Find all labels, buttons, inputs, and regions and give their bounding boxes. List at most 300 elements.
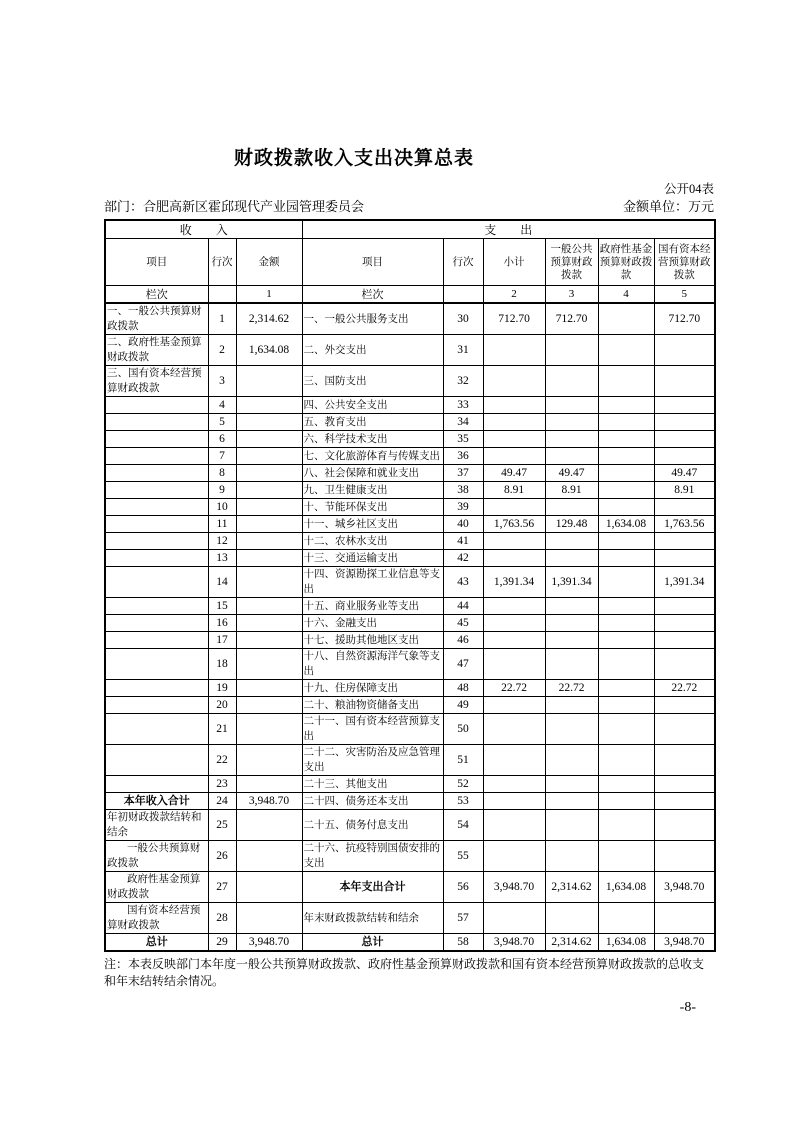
column-number-row: [105, 286, 715, 304]
income-amount-cell: [236, 615, 302, 632]
expense-subtotal-cell: [483, 697, 545, 714]
income-line-cell: 2: [208, 335, 236, 366]
expense-gov-fund-cell: [598, 632, 654, 649]
table-row: [105, 793, 715, 810]
expense-item-cell: 二十五、债务付息支出: [302, 810, 443, 841]
col-header-income-amount: 金额: [236, 239, 302, 286]
income-item-cell: [105, 397, 208, 414]
expense-line-cell: 34: [443, 414, 483, 431]
expense-state-capital-cell: [654, 550, 715, 567]
expense-subtotal-cell: [483, 649, 545, 680]
expense-state-capital-cell: [654, 632, 715, 649]
expense-gov-fund-cell: [598, 567, 654, 598]
income-line-cell: 16: [208, 615, 236, 632]
expense-gov-fund-cell: 1,634.08: [598, 934, 654, 952]
income-line-cell: 24: [208, 793, 236, 810]
expense-state-capital-cell: [654, 745, 715, 776]
expense-item-cell: 八、社会保障和就业支出: [302, 465, 443, 482]
expense-state-capital-cell: 49.47: [654, 465, 715, 482]
expense-state-capital-cell: [654, 714, 715, 745]
income-amount-cell: [236, 598, 302, 615]
expense-general-budget-cell: [545, 632, 598, 649]
expense-line-cell: 57: [443, 903, 483, 934]
expense-subtotal-cell: [483, 793, 545, 810]
expense-general-budget-cell: [545, 533, 598, 550]
expense-subtotal-cell: [483, 598, 545, 615]
income-line-cell: 5: [208, 414, 236, 431]
expense-item-cell: 七、文化旅游体育与传媒支出: [302, 448, 443, 465]
income-amount-cell: [236, 649, 302, 680]
expense-gov-fund-cell: [598, 482, 654, 499]
income-line-cell: 9: [208, 482, 236, 499]
expense-gov-fund-cell: [598, 366, 654, 397]
expense-gov-fund-cell: [598, 714, 654, 745]
expense-item-cell: 二十三、其他支出: [302, 776, 443, 793]
expense-general-budget-cell: 1,391.34: [545, 567, 598, 598]
income-amount-cell: [236, 810, 302, 841]
expense-line-cell: 36: [443, 448, 483, 465]
expense-general-budget-cell: 129.48: [545, 516, 598, 533]
meta-row: [104, 199, 714, 215]
expense-subtotal-cell: [483, 776, 545, 793]
income-item-cell: [105, 632, 208, 649]
expense-line-cell: 38: [443, 482, 483, 499]
expense-item-cell: 十四、资源勘探工业信息等支出: [302, 567, 443, 598]
expense-line-cell: 32: [443, 366, 483, 397]
expense-line-cell: 43: [443, 567, 483, 598]
income-line-cell: 20: [208, 697, 236, 714]
expense-gov-fund-cell: [598, 335, 654, 366]
expense-line-cell: 58: [443, 934, 483, 952]
income-amount-cell: [236, 745, 302, 776]
expense-state-capital-cell: [654, 414, 715, 431]
expense-gov-fund-cell: [598, 414, 654, 431]
expense-item-cell: 十九、住房保障支出: [302, 680, 443, 697]
expense-item-cell: 二十一、国有资本经营预算支出: [302, 714, 443, 745]
expense-subtotal-cell: 22.72: [483, 680, 545, 697]
income-line-cell: 3: [208, 366, 236, 397]
income-line-cell: 21: [208, 714, 236, 745]
table-row: [105, 516, 715, 533]
income-line-cell: 29: [208, 934, 236, 952]
income-amount-cell: [236, 841, 302, 872]
expense-subtotal-cell: [483, 397, 545, 414]
income-item-cell: [105, 465, 208, 482]
expense-item-cell: 年末财政拨款结转和结余: [302, 903, 443, 934]
unit-label: 金额单位：万元: [622, 199, 714, 214]
income-item-cell: [105, 714, 208, 745]
expense-state-capital-cell: [654, 499, 715, 516]
table-row: [105, 649, 715, 680]
income-line-cell: 27: [208, 872, 236, 903]
expense-subtotal-cell: [483, 414, 545, 431]
income-amount-cell: 3,948.70: [236, 934, 302, 952]
table-row: [105, 598, 715, 615]
expense-state-capital-cell: [654, 793, 715, 810]
expense-line-cell: 37: [443, 465, 483, 482]
expense-gov-fund-cell: [598, 533, 654, 550]
lanci-col-1: 1: [236, 286, 302, 304]
expense-state-capital-cell: 8.91: [654, 482, 715, 499]
income-item-cell: [105, 598, 208, 615]
income-item-cell: 三、国有资本经营预算财政拨款: [105, 366, 208, 397]
expense-state-capital-cell: [654, 431, 715, 448]
expense-state-capital-cell: 3,948.70: [654, 934, 715, 952]
col-header-expense-item: 项目: [302, 239, 443, 286]
table-row: [105, 303, 715, 335]
expense-line-cell: 56: [443, 872, 483, 903]
lanci-col-2: 2: [483, 286, 545, 304]
table-row: [105, 448, 715, 465]
expense-line-cell: 50: [443, 714, 483, 745]
table-row: [105, 714, 715, 745]
expense-line-cell: 30: [443, 303, 483, 335]
expense-general-budget-cell: 8.91: [545, 482, 598, 499]
table-row: [105, 697, 715, 714]
income-section-header: 收 入: [105, 220, 302, 239]
expense-state-capital-cell: [654, 615, 715, 632]
fiscal-appropriation-table: [104, 219, 716, 952]
expense-gov-fund-cell: [598, 598, 654, 615]
page-title: 财政拨款收入支出决算总表: [233, 148, 474, 169]
expense-gov-fund-cell: 1,634.08: [598, 516, 654, 533]
expense-line-cell: 53: [443, 793, 483, 810]
expense-state-capital-cell: 3,948.70: [654, 872, 715, 903]
income-item-cell: [105, 745, 208, 776]
expense-subtotal-cell: [483, 714, 545, 745]
expense-state-capital-cell: [654, 810, 715, 841]
expense-item-cell: 十五、商业服务业等支出: [302, 598, 443, 615]
income-line-cell: 26: [208, 841, 236, 872]
income-line-cell: 1: [208, 303, 236, 335]
expense-general-budget-cell: 2,314.62: [545, 934, 598, 952]
income-item-cell: [105, 499, 208, 516]
expense-gov-fund-cell: [598, 776, 654, 793]
table-row: [105, 550, 715, 567]
col-header-subtotal: 小计: [483, 239, 545, 286]
expense-item-cell: 二十四、债务还本支出: [302, 793, 443, 810]
expense-gov-fund-cell: [598, 431, 654, 448]
expense-section-header: 支 出: [302, 220, 715, 239]
expense-general-budget-cell: [545, 697, 598, 714]
table-row: [105, 499, 715, 516]
expense-state-capital-cell: 1,763.56: [654, 516, 715, 533]
expense-subtotal-cell: [483, 533, 545, 550]
expense-line-cell: 47: [443, 649, 483, 680]
income-amount-cell: [236, 533, 302, 550]
expense-gov-fund-cell: [598, 745, 654, 776]
income-item-cell: [105, 776, 208, 793]
income-line-cell: 12: [208, 533, 236, 550]
footnote: 注：本表反映部门本年度一般公共预算财政拨款、政府性基金预算财政拨款和国有资本经营预算财政拨款的总收支和年末结转结余情况。: [104, 957, 705, 988]
expense-item-cell: 九、卫生健康支出: [302, 482, 443, 499]
expense-item-cell: 二十、粮油物资储备支出: [302, 697, 443, 714]
table-row: [105, 482, 715, 499]
expense-general-budget-cell: 712.70: [545, 303, 598, 335]
income-amount-cell: [236, 465, 302, 482]
expense-gov-fund-cell: [598, 550, 654, 567]
income-line-cell: 18: [208, 649, 236, 680]
income-line-cell: 11: [208, 516, 236, 533]
table-row: [105, 431, 715, 448]
income-amount-cell: [236, 482, 302, 499]
income-amount-cell: [236, 397, 302, 414]
expense-item-cell: 二、外交支出: [302, 335, 443, 366]
expense-line-cell: 33: [443, 397, 483, 414]
page-number: -8-: [679, 1000, 696, 1015]
expense-subtotal-cell: [483, 632, 545, 649]
income-item-cell: [105, 431, 208, 448]
income-amount-cell: 1,634.08: [236, 335, 302, 366]
income-line-cell: 23: [208, 776, 236, 793]
expense-state-capital-cell: 1,391.34: [654, 567, 715, 598]
income-line-cell: 6: [208, 431, 236, 448]
income-amount-cell: [236, 366, 302, 397]
table-row: [105, 872, 715, 903]
expense-item-cell: 四、公共安全支出: [302, 397, 443, 414]
expense-gov-fund-cell: [598, 697, 654, 714]
expense-line-cell: 46: [443, 632, 483, 649]
expense-general-budget-cell: [545, 397, 598, 414]
expense-line-cell: 31: [443, 335, 483, 366]
expense-general-budget-cell: [545, 431, 598, 448]
expense-gov-fund-cell: [598, 903, 654, 934]
expense-line-cell: 54: [443, 810, 483, 841]
expense-line-cell: 42: [443, 550, 483, 567]
expense-item-cell: 十三、交通运输支出: [302, 550, 443, 567]
expense-general-budget-cell: [545, 745, 598, 776]
income-item-cell: [105, 482, 208, 499]
section-header-row: [105, 220, 715, 239]
income-line-cell: 17: [208, 632, 236, 649]
expense-line-cell: 48: [443, 680, 483, 697]
page-content: [104, 147, 714, 1016]
expense-gov-fund-cell: [598, 303, 654, 335]
expense-item-cell: 六、科学技术支出: [302, 431, 443, 448]
expense-line-cell: 40: [443, 516, 483, 533]
income-item-cell: [105, 448, 208, 465]
expense-item-cell: 二十二、灾害防治及应急管理支出: [302, 745, 443, 776]
income-amount-cell: [236, 448, 302, 465]
table-row: [105, 632, 715, 649]
expense-gov-fund-cell: [598, 465, 654, 482]
income-amount-cell: [236, 776, 302, 793]
expense-line-cell: 35: [443, 431, 483, 448]
table-row: [105, 776, 715, 793]
expense-general-budget-cell: [545, 810, 598, 841]
income-amount-cell: [236, 567, 302, 598]
expense-line-cell: 55: [443, 841, 483, 872]
table-row: [105, 680, 715, 697]
lanci-col-4: 4: [598, 286, 654, 304]
expense-item-cell: 十一、城乡社区支出: [302, 516, 443, 533]
expense-general-budget-cell: [545, 335, 598, 366]
expense-item-cell: 三、国防支出: [302, 366, 443, 397]
expense-subtotal-cell: [483, 903, 545, 934]
expense-subtotal-cell: [483, 745, 545, 776]
expense-gov-fund-cell: [598, 680, 654, 697]
expense-gov-fund-cell: 1,634.08: [598, 872, 654, 903]
expense-general-budget-cell: [545, 649, 598, 680]
income-line-cell: 13: [208, 550, 236, 567]
expense-subtotal-cell: [483, 810, 545, 841]
income-amount-cell: [236, 414, 302, 431]
income-item-cell: 政府性基金预算财政拨款: [105, 872, 208, 903]
expense-line-cell: 51: [443, 745, 483, 776]
income-amount-cell: [236, 697, 302, 714]
income-item-cell: 国有资本经营预算财政拨款: [105, 903, 208, 934]
table-row: [105, 810, 715, 841]
expense-subtotal-cell: [483, 448, 545, 465]
income-amount-cell: 2,314.62: [236, 303, 302, 335]
expense-item-cell: 十、节能环保支出: [302, 499, 443, 516]
expense-general-budget-cell: 49.47: [545, 465, 598, 482]
income-amount-cell: [236, 516, 302, 533]
expense-general-budget-cell: [545, 776, 598, 793]
expense-gov-fund-cell: [598, 615, 654, 632]
expense-state-capital-cell: 22.72: [654, 680, 715, 697]
table-row: [105, 615, 715, 632]
income-line-cell: 4: [208, 397, 236, 414]
expense-general-budget-cell: [545, 841, 598, 872]
income-item-cell: [105, 615, 208, 632]
expense-gov-fund-cell: [598, 810, 654, 841]
expense-general-budget-cell: 22.72: [545, 680, 598, 697]
income-amount-cell: [236, 680, 302, 697]
income-item-cell: 总计: [105, 934, 208, 952]
income-item-cell: [105, 680, 208, 697]
expense-state-capital-cell: [654, 841, 715, 872]
expense-subtotal-cell: 1,763.56: [483, 516, 545, 533]
expense-line-cell: 41: [443, 533, 483, 550]
income-line-cell: 10: [208, 499, 236, 516]
lanci-col-3: 3: [545, 286, 598, 304]
expense-item-cell: 二十六、抗疫特别国债安排的支出: [302, 841, 443, 872]
income-amount-cell: [236, 714, 302, 745]
expense-general-budget-cell: [545, 903, 598, 934]
income-item-cell: [105, 550, 208, 567]
income-amount-cell: 3,948.70: [236, 793, 302, 810]
income-item-cell: [105, 414, 208, 431]
expense-gov-fund-cell: [598, 649, 654, 680]
table-row: [105, 841, 715, 872]
income-line-cell: 14: [208, 567, 236, 598]
table-row: [105, 465, 715, 482]
expense-general-budget-cell: [545, 414, 598, 431]
department-label: 部门：合肥高新区霍邱现代产业园管理委员会: [104, 199, 365, 214]
table-row: [105, 397, 715, 414]
lanci-blank: [208, 286, 236, 304]
col-header-gov-fund: 政府性基金预算财政拨款: [598, 239, 654, 286]
table-row: [105, 414, 715, 431]
expense-gov-fund-cell: [598, 499, 654, 516]
expense-general-budget-cell: [545, 448, 598, 465]
expense-subtotal-cell: [483, 841, 545, 872]
column-header-row: [105, 239, 715, 286]
expense-gov-fund-cell: [598, 841, 654, 872]
expense-state-capital-cell: [654, 448, 715, 465]
expense-general-budget-cell: [545, 793, 598, 810]
income-item-cell: [105, 516, 208, 533]
expense-gov-fund-cell: [598, 397, 654, 414]
expense-gov-fund-cell: [598, 448, 654, 465]
expense-line-cell: 45: [443, 615, 483, 632]
expense-state-capital-cell: [654, 366, 715, 397]
expense-general-budget-cell: [545, 714, 598, 745]
income-item-cell: 二、政府性基金预算财政拨款: [105, 335, 208, 366]
lanci-blank: [443, 286, 483, 304]
expense-subtotal-cell: 712.70: [483, 303, 545, 335]
income-line-cell: 8: [208, 465, 236, 482]
expense-general-budget-cell: 2,314.62: [545, 872, 598, 903]
lanci-label: 栏次: [105, 286, 208, 304]
expense-item-cell: 本年支出合计: [302, 872, 443, 903]
expense-state-capital-cell: [654, 533, 715, 550]
income-item-cell: 一、一般公共预算财政拨款: [105, 303, 208, 335]
income-line-cell: 7: [208, 448, 236, 465]
expense-state-capital-cell: [654, 649, 715, 680]
col-header-general-budget: 一般公共预算财政拨款: [545, 239, 598, 286]
expense-subtotal-cell: 49.47: [483, 465, 545, 482]
expense-item-cell: 五、教育支出: [302, 414, 443, 431]
lanci-label: 栏次: [302, 286, 443, 304]
table-row: [105, 745, 715, 776]
income-line-cell: 22: [208, 745, 236, 776]
income-item-cell: 本年收入合计: [105, 793, 208, 810]
expense-state-capital-cell: [654, 903, 715, 934]
expense-state-capital-cell: [654, 776, 715, 793]
col-header-income-item: 项目: [105, 239, 208, 286]
expense-subtotal-cell: [483, 499, 545, 516]
income-item-cell: [105, 533, 208, 550]
expense-general-budget-cell: [545, 550, 598, 567]
expense-subtotal-cell: [483, 366, 545, 397]
expense-item-cell: 一、一般公共服务支出: [302, 303, 443, 335]
expense-subtotal-cell: [483, 335, 545, 366]
expense-line-cell: 44: [443, 598, 483, 615]
expense-subtotal-cell: 8.91: [483, 482, 545, 499]
table-row: [105, 366, 715, 397]
doc-code-label: 公开04表: [663, 182, 714, 196]
income-item-cell: [105, 567, 208, 598]
col-header-state-capital: 国有资本经营预算财政拨款: [654, 239, 715, 286]
income-line-cell: 15: [208, 598, 236, 615]
income-amount-cell: [236, 431, 302, 448]
expense-subtotal-cell: [483, 615, 545, 632]
lanci-col-5: 5: [654, 286, 715, 304]
expense-state-capital-cell: [654, 697, 715, 714]
income-line-cell: 25: [208, 810, 236, 841]
income-amount-cell: [236, 903, 302, 934]
table-row: [105, 903, 715, 934]
expense-gov-fund-cell: [598, 793, 654, 810]
income-amount-cell: [236, 872, 302, 903]
expense-state-capital-cell: [654, 335, 715, 366]
expense-item-cell: 十八、自然资源海洋气象等支出: [302, 649, 443, 680]
expense-general-budget-cell: [545, 598, 598, 615]
expense-general-budget-cell: [545, 615, 598, 632]
expense-line-cell: 49: [443, 697, 483, 714]
income-item-cell: [105, 697, 208, 714]
income-amount-cell: [236, 550, 302, 567]
col-header-expense-line: 行次: [443, 239, 483, 286]
income-item-cell: [105, 649, 208, 680]
table-row: [105, 567, 715, 598]
income-amount-cell: [236, 499, 302, 516]
expense-general-budget-cell: [545, 499, 598, 516]
income-line-cell: 19: [208, 680, 236, 697]
expense-subtotal-cell: [483, 431, 545, 448]
